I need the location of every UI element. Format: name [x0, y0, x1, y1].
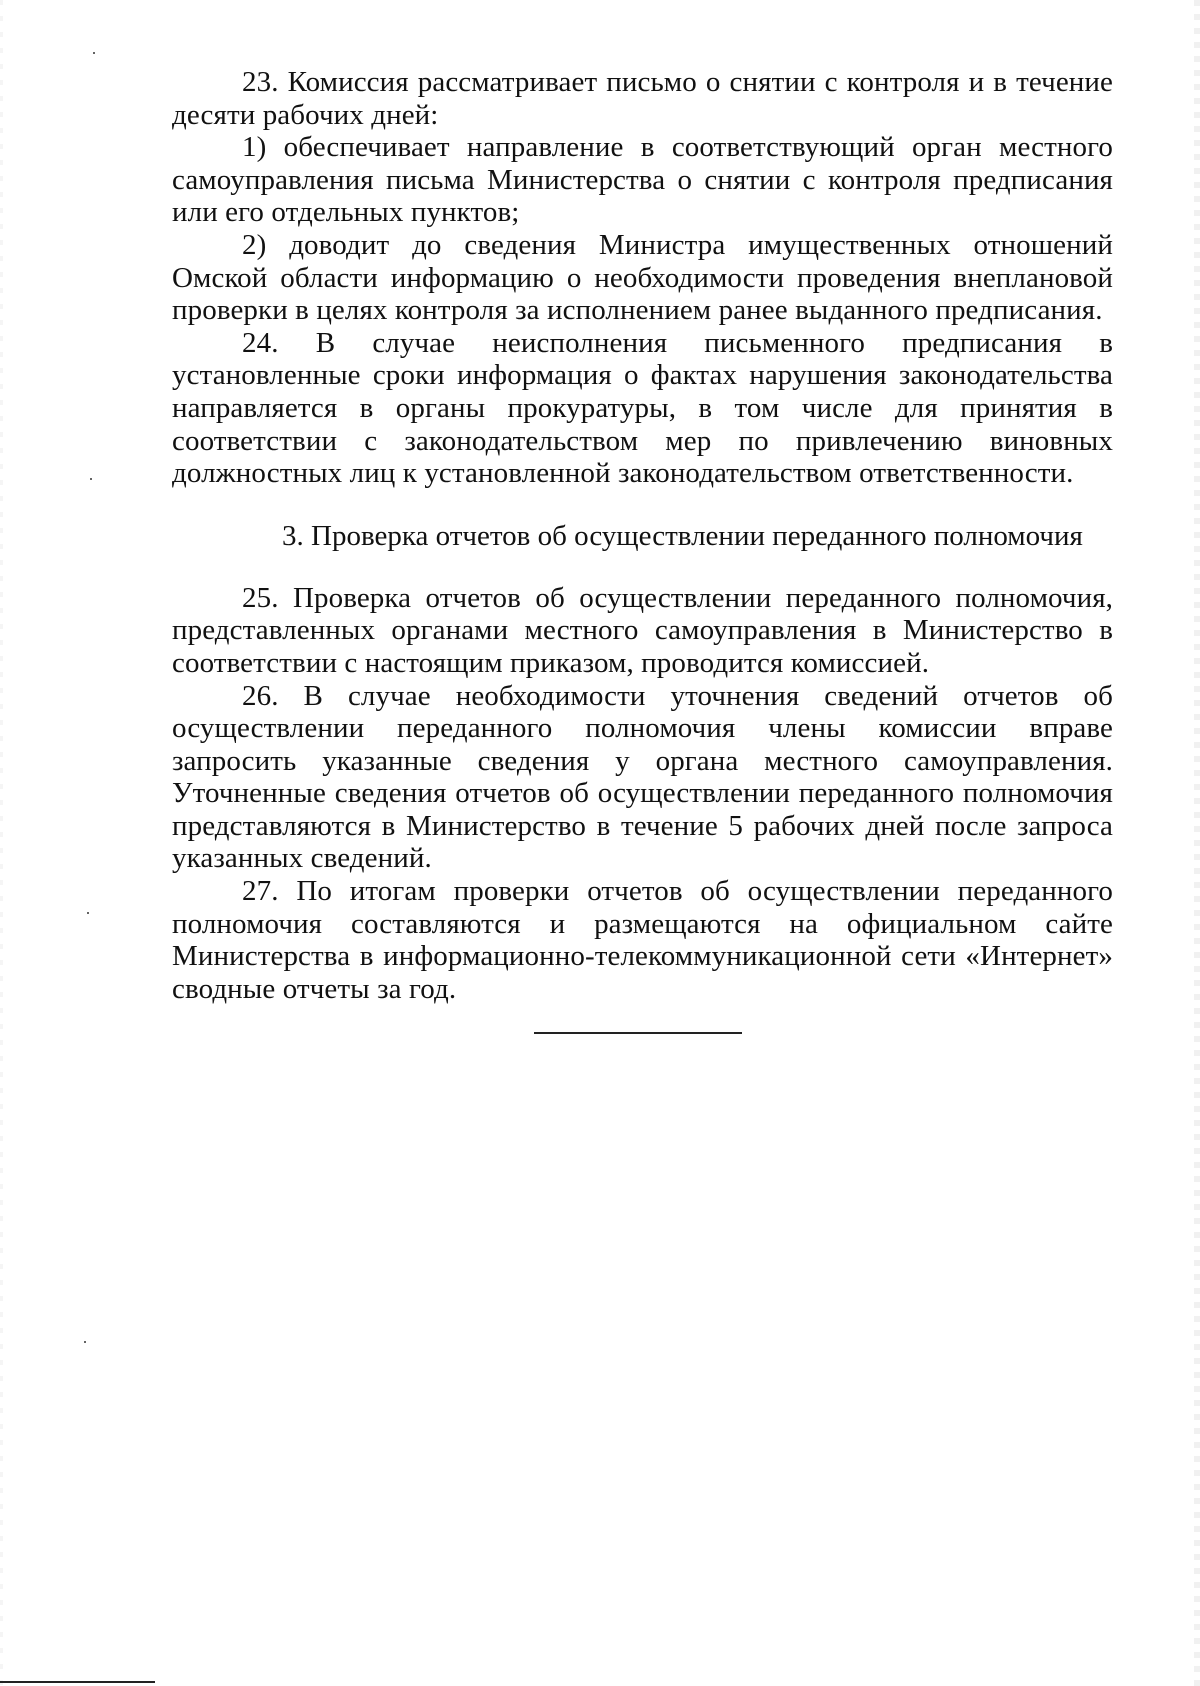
scan-speck: [90, 478, 92, 480]
paragraph-23-item-1: 1) обеспечивает направление в соответствующий орган местного самоуправления письма Министерства о снятии с контроля предписания или его отдельных пунктов;: [172, 131, 1113, 229]
paragraph-24: 24. В случае неисполнения письменного предписания в установленные сроки информация о фактах нарушения законодательства направляется в органы прокуратуры, в том числе для принятия в соответствии с законодательством мер по привлечению виновных должностных лиц к установленной законодательством ответственности.: [172, 326, 1113, 490]
scan-edge-right: [1194, 0, 1200, 1686]
paragraph-27: 27. По итогам проверки отчетов об осуществлении переданного полномочия составляются и размещаются на официальном сайте Министерства в информационно-телекоммуникационной сети «Интернет» сводные отчеты за год.: [172, 875, 1113, 1005]
scan-speck: [84, 1341, 86, 1343]
document-body: [172, 66, 1113, 1005]
bottom-edge-line: [0, 1681, 155, 1683]
scan-speck: [87, 912, 89, 914]
scan-edge-left: [0, 0, 3, 1686]
paragraph-26: 26. В случае необходимости уточнения сведений отчетов об осуществлении переданного полномочия члены комиссии вправе запросить указанные сведения у органа местного самоуправления. Уточненные сведения отчетов об осуществлении переданного полномочия представляются в Министерство в течение 5 рабочих дней после запроса указанных сведений.: [172, 679, 1113, 875]
end-separator-line: [534, 1032, 742, 1034]
paragraph-23-item-2: 2) доводит до сведения Министра имущественных отношений Омской области информацию о необходимости проведения внеплановой проверки в целях контроля за исполнением ранее выданного предписания.: [172, 228, 1113, 327]
section-heading: 3. Проверка отчетов об осуществлении переданного полномочия: [282, 519, 1083, 552]
paragraph-23: 23. Комиссия рассматривает письмо о снятии с контроля и в течение десяти рабочих дней:: [172, 66, 1113, 131]
scan-speck: [93, 52, 95, 54]
paragraph-25: 25. Проверка отчетов об осуществлении переданного полномочия, представленных органами местного самоуправления в Министерство в соответствии с настоящим приказом, проводится комиссией.: [172, 581, 1113, 679]
